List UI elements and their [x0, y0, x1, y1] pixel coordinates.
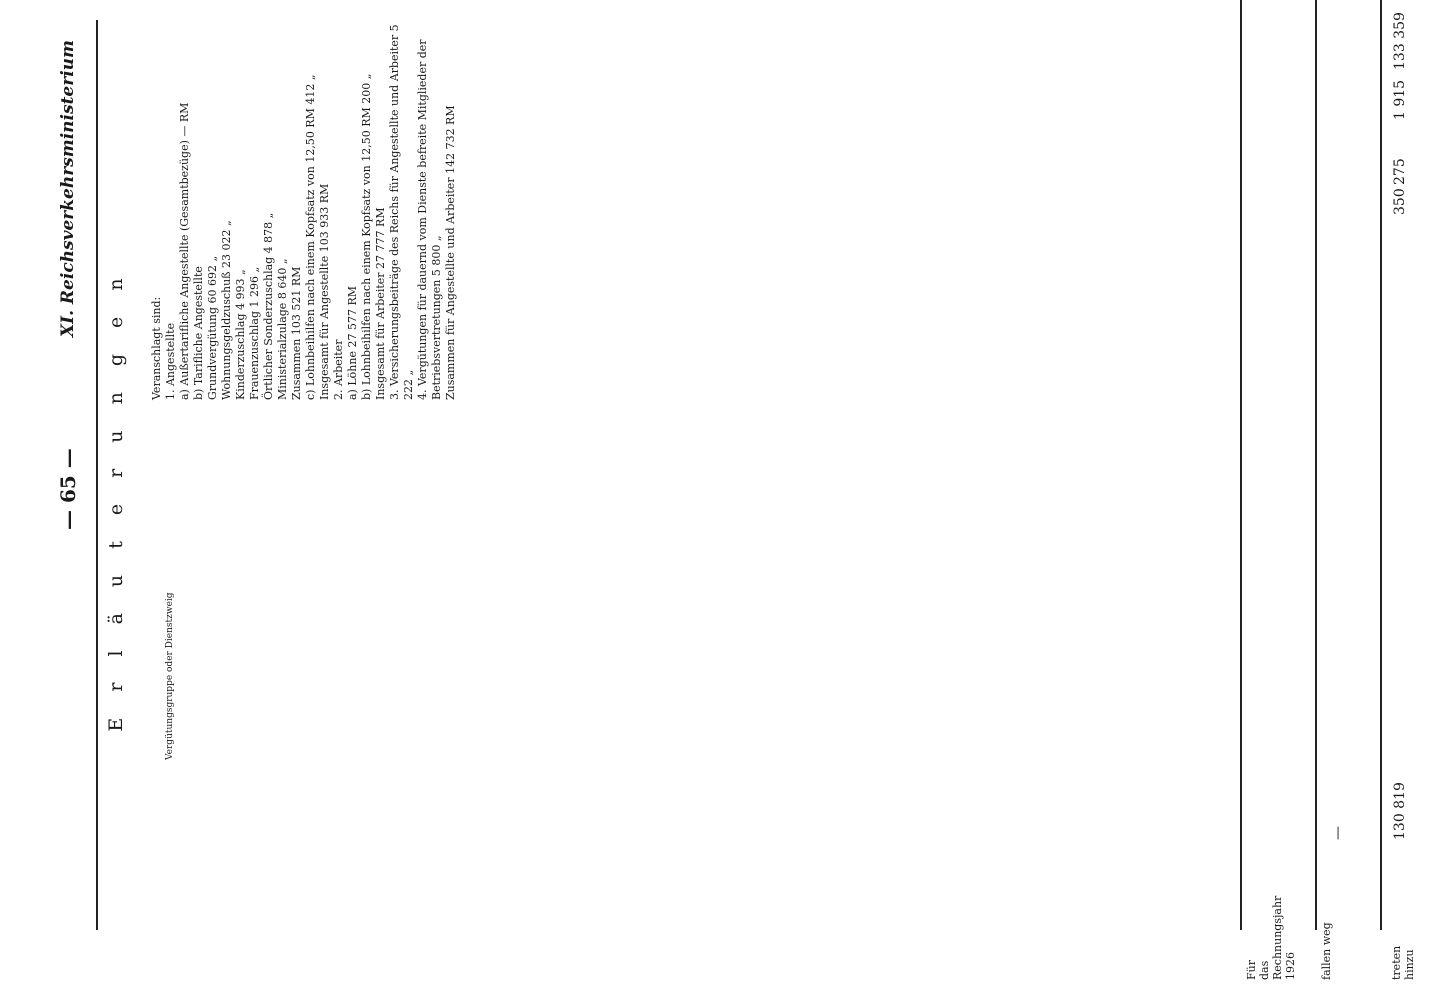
side-added-value: 350 — [1392, 188, 1408, 215]
page-number: — 65 — — [56, 448, 80, 530]
section-4: 4. Vergütungen für dauernd vom Dienste befreite Mitglieder der Betriebsvertretungen — [416, 39, 443, 400]
section-1a: a) Außertarifliche Angestellte (Gesamtbezüge) — [178, 140, 191, 400]
personnel-table — [165, 400, 1065, 760]
item-value: 23 022 „ — [220, 220, 233, 268]
section-3-value: 5 222 „ — [388, 24, 415, 400]
total-workers-value: 27 777 RM — [374, 207, 387, 269]
body-intro: Veranschlagt sind: — [150, 296, 163, 400]
item-label: Frauenzuschlag — [248, 310, 261, 400]
side-rule-bottom — [1380, 0, 1382, 930]
section-2: 2. Arbeiter — [332, 339, 345, 400]
side-year-header — [1245, 895, 1375, 980]
ministry-title: XI. Reichsverkehrsministerium — [58, 40, 78, 338]
side-added-value: 133 359 — [1392, 12, 1408, 70]
total-workers-label: Insgesamt für Arbeiter — [374, 272, 387, 400]
section-4-value: 5 800 „ — [430, 235, 443, 277]
side-added-value: 275 — [1392, 158, 1408, 185]
section-3: 3. Versicherungsbeiträge des Reichs für Angestellte und Arbeiter — [388, 34, 401, 400]
item-value: 60 692 „ — [206, 255, 219, 304]
item-label: Grundvergütung — [206, 307, 219, 400]
side-added-value: 1 915 — [1392, 79, 1408, 120]
item-label: Ministerialzulage — [276, 302, 289, 400]
item-value: 1 296 „ — [248, 266, 261, 308]
item-value: 4 878 „ — [262, 212, 275, 254]
section-1b: b) Tarifliche Angestellte — [192, 266, 205, 400]
item-label: Wohnungsgeldzuschuß — [220, 271, 233, 400]
total-employees-value: 103 933 RM — [318, 183, 331, 253]
grand-total-value: 142 732 RM — [444, 105, 457, 174]
table-header — [165, 400, 175, 760]
section-1: 1. Angestellte — [164, 322, 177, 400]
side-rule-mid — [1315, 0, 1317, 930]
item-value: 4 993 „ — [234, 269, 247, 310]
col-dropped-label: fallen weg — [1320, 922, 1333, 980]
section-1c-value: 412 „ — [304, 74, 317, 105]
header-rule — [96, 20, 98, 930]
year-header-text: Für das Rechnungsjahr 1926 — [1245, 895, 1297, 980]
section-2b: b) Lohnbeihilfen nach einem Kopfsatz von 12,50 RM — [360, 107, 373, 400]
side-dropped-value: — — [1330, 826, 1346, 840]
section-2b-value: 200 „ — [360, 73, 373, 104]
section-2a: a) Löhne — [346, 351, 359, 400]
section-1c: c) Lohnbeihilfen nach einem Kopfsatz von 12,50 RM — [304, 108, 317, 400]
col-added-label: treten hinzu — [1390, 945, 1416, 980]
subtotal-label: Zusammen — [290, 338, 303, 400]
grand-total-label: Zusammen für Angestellte und Arbeiter — [444, 177, 457, 400]
item-label: Örtlicher Sonderzuschlag — [262, 256, 275, 400]
item-value: 8 640 „ — [276, 258, 289, 300]
item-label: Kinderzuschlag — [234, 313, 247, 400]
section-2a-value: 27 577 RM — [346, 286, 359, 348]
body-text — [150, 10, 458, 400]
col-group-header: Vergütungsgruppe oder Dienstzweig — [165, 592, 175, 760]
subtotal-value: 103 521 RM — [290, 266, 303, 336]
section-title: E r l ä u t e r u n g e n — [105, 268, 127, 732]
section-1a-value: — RM — [178, 102, 191, 137]
page-header — [52, 20, 92, 960]
side-rule-top — [1240, 0, 1242, 930]
total-employees-label: Insgesamt für Angestellte — [318, 255, 331, 400]
side-added-value: 130 819 — [1392, 782, 1408, 840]
